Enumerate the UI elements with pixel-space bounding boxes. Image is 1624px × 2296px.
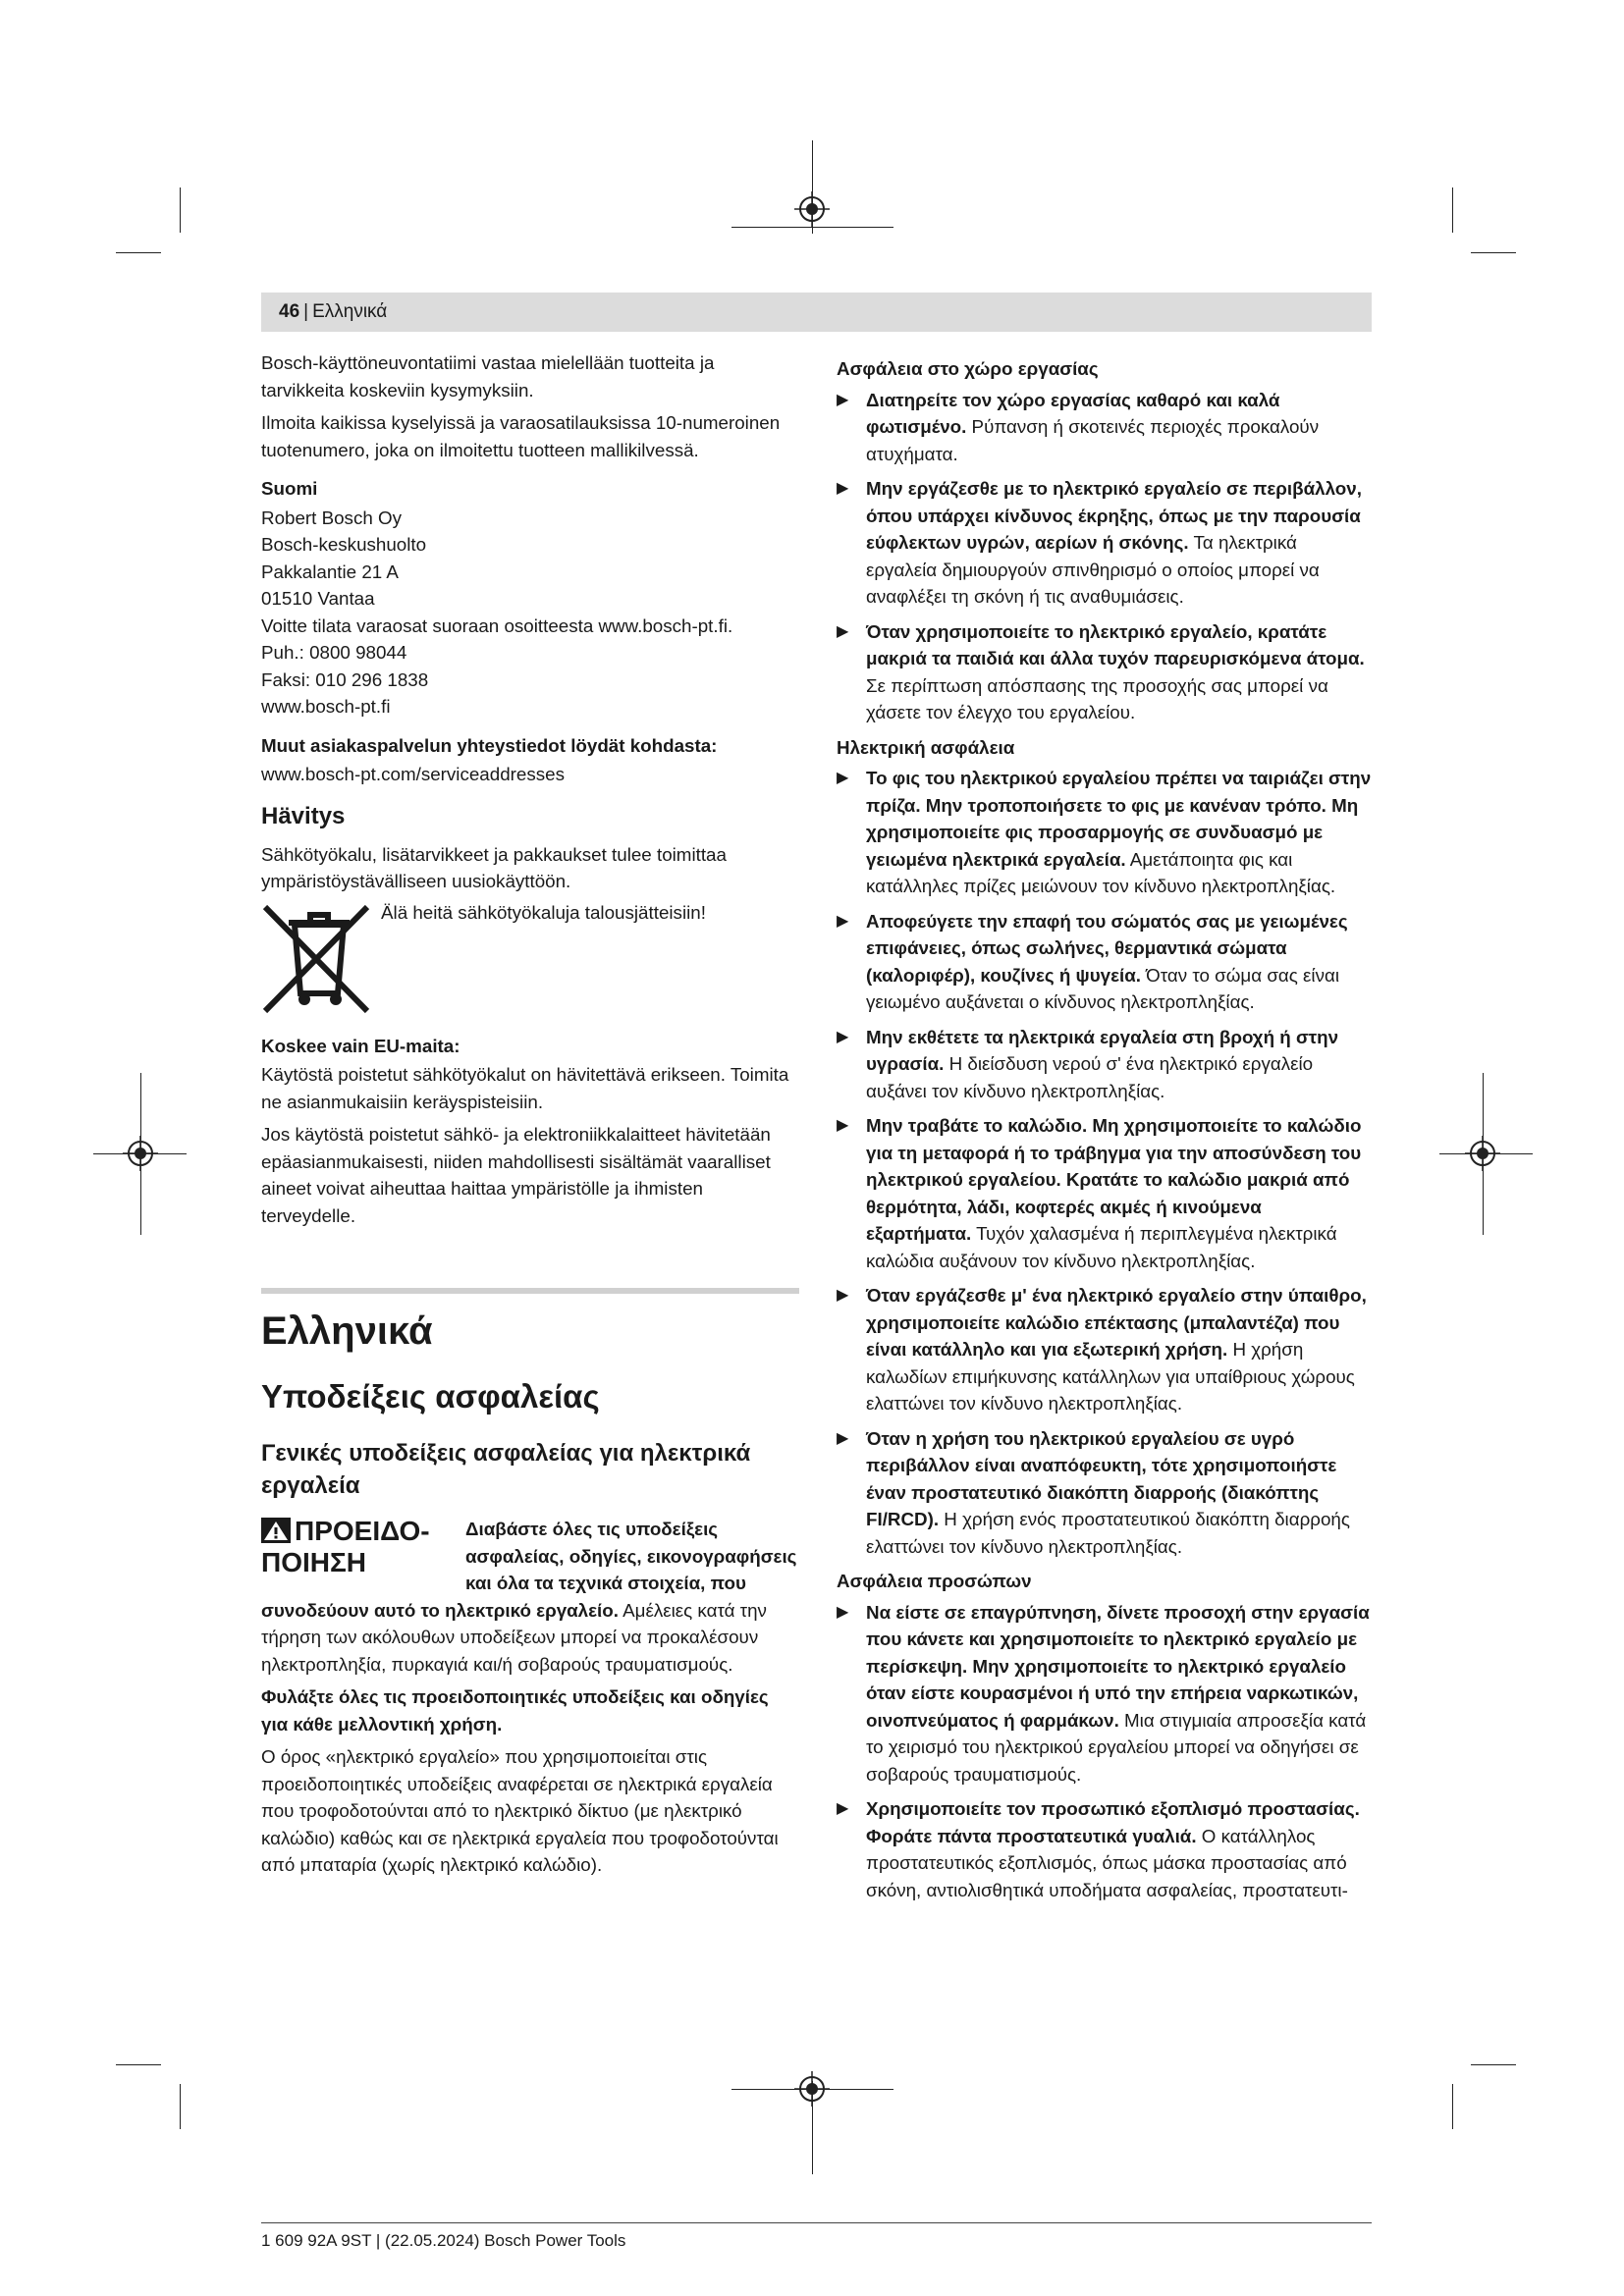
address-line: Robert Bosch Oy (261, 507, 403, 528)
item-bold: Μην εργάζεσθε με το ηλεκτρικό εργαλείο σε περιβάλλον, όπου υπάρχει κίνδυνος έκρηξης, όπως με την παρουσία εύφλεκτων υγρών, αερίων ή σκόνης. (866, 478, 1362, 553)
list-item (837, 387, 1372, 468)
crop-mark (116, 252, 161, 253)
header-language: Ελληνικά (312, 301, 388, 322)
bullet-arrow-icon: ▶ (837, 1117, 849, 1134)
bullet-arrow-icon: ▶ (837, 622, 849, 640)
bullet-arrow-icon: ▶ (837, 1800, 849, 1817)
registration-mark-icon (123, 1136, 158, 1171)
term-definition: Ο όρος «ηλεκτρικό εργαλείο» που χρησιμοποιείται στις προειδοποιητικές υποδείξεις αναφέρεται σε ηλεκτρικά εργαλεία που τροφοδοτούνται από το ηλεκτρικό δίκτυο (με ηλεκτρικό καλώδιο) καθώς και σε ηλεκτρικά εργαλεία που τροφοδοτούνται από μπαταρία (χωρίς ηλεκτρικό καλώδιο). (261, 1746, 779, 1875)
registration-mark-icon (794, 2071, 830, 2107)
bullet-arrow-icon: ▶ (837, 912, 849, 930)
intro-text: Bosch-käyttöneuvontatiimi vastaa mielellään tuotteita ja tarvikkeita koskeviin kysymyksiin. (261, 352, 715, 400)
item-text: Τυχόν χαλασμένα ή περιπλεγμένα ηλεκτρικά καλώδια αυξάνουν τον κίνδυνο ηλεκτροπληξίας. (866, 1223, 1337, 1271)
item-bold: Μην εκθέτετε τα ηλεκτρικά εργαλεία στη βροχή ή στην υγρασία. (866, 1026, 1339, 1074)
address-line: Bosch-keskushuolto (261, 534, 427, 555)
crop-mark (180, 2084, 181, 2129)
item-text: Ρύπανση ή σκοτεινές περιοχές προκαλούν ατυχήματα. (866, 416, 1320, 464)
item-text: Η χρήση καλωδίων επιμήκυνσης κατάλληλων για υπαίθριους χώρους ελαττώνει τον κίνδυνο ηλεκτροπληξίας. (866, 1339, 1355, 1414)
crop-mark (1452, 2084, 1453, 2129)
page-footer: 1 609 92A 9ST | (22.05.2024) Bosch Power Tools (261, 2231, 626, 2250)
bullet-arrow-icon: ▶ (837, 1028, 849, 1045)
item-bold: Όταν η χρήση του ηλεκτρικού εργαλείου σε υγρό περιβάλλον είναι αναπόφευκτη, τότε χρησιμοποιήστε έναν προστατευτικό διακόπτη διαρροής (διακόπτης FI/RCD). (866, 1427, 1337, 1529)
item-bold: Να είστε σε επαγρύπνηση, δίνετε προσοχή στην εργασία που κάνετε και χρησιμοποιείτε το ηλεκτρικό εργαλείο με περίσκεψη. Μην χρησιμοποιείτε το ηλεκτρικό εργαλείο όταν είστε κουρασμένοι ή υπό την επήρεια ναρκωτικών, οινοπνεύματος ή φαρμάκων. (866, 1601, 1370, 1731)
bullet-arrow-icon: ▶ (837, 1287, 849, 1304)
section-title-eu: Koskee vain EU-maita: (261, 1035, 460, 1056)
page-number: 46 (279, 301, 300, 322)
list-item (837, 618, 1372, 726)
item-bold: Όταν εργάζεσθε μ' ένα ηλεκτρικό εργαλείο στην ύπαιθρο, χρησιμοποιείτε καλώδιο επέκτασης (μπαλαντέζα) που είναι κατάλληλο και για εξωτερική χρήση. (866, 1285, 1367, 1360)
address-line: Puh.: 0800 98044 (261, 642, 407, 663)
item-text: Όταν το σώμα σας είναι γειωμένο αυξάνεται ο κίνδυνος ηλεκτροπληξίας. (866, 964, 1340, 1012)
registration-mark-icon (1465, 1136, 1500, 1171)
section-title-suomi: Suomi (261, 478, 318, 499)
bullet-arrow-icon: ▶ (837, 480, 849, 497)
header-separator: | (303, 301, 309, 322)
item-bold: Μην τραβάτε το καλώδιο. Μη χρησιμοποιείτε το καλώδιο για τη μεταφορά ή το τράβηγμα για την αποσύνδεση του ηλεκτρικού εργαλείου. Κρατάτε το καλώδιο μακριά από θερμότητα, λάδι, κοφτερές ακμές ή κινούμενα εξαρτήματα. (866, 1115, 1362, 1244)
list-item (837, 1024, 1372, 1105)
section-title-muut: Muut asiakaspalvelun yhteystiedot löydät kohdasta: (261, 734, 718, 756)
address-line: www.bosch-pt.fi (261, 696, 391, 717)
section-title-personal: Ασφάλεια προσώπων (837, 1571, 1032, 1591)
warning-text: Αμέλειες κατά την τήρηση των ακόλουθων υποδείξεων μπορεί να προκαλέσουν ηλεκτροπληξία, πυρκαγιά και/ή σοβαρούς τραυματισμούς. (261, 1599, 767, 1675)
right-column (837, 349, 1372, 1911)
havitys-text: Sähkötyökalu, lisätarvikkeet ja pakkaukset tulee toimittaa ympäristöystävälliseen uusiokäyttöön. (261, 843, 727, 891)
list-item (837, 908, 1372, 1016)
list-item (837, 1112, 1372, 1274)
eu-text: Käytöstä poistetut sähkötyökalut on hävitettävä erikseen. Toimita ne asianmukaisiin keräyspisteisiin. (261, 1064, 789, 1112)
item-text: Η χρήση ενός προστατευτικού διακόπτη διαρροής ελαττώνει τον κίνδυνο ηλεκτροπληξίας. (866, 1509, 1350, 1557)
list-item (837, 1795, 1372, 1903)
weee-text: Älä heitä sähkötyökaluja talousjätteisiin! (381, 901, 706, 923)
page-header (261, 293, 1372, 332)
item-text: Σε περίπτωση απόσπασης της προσοχής σας μπορεί να χάσετε τον έλεγχο του εργαλείου. (866, 674, 1328, 722)
item-bold: Όταν χρησιμοποιείτε το ηλεκτρικό εργαλείο, κρατάτε μακριά τα παιδιά και άλλα τυχόν παρευρισκόμενα άτομα. (866, 620, 1365, 668)
crop-mark (1452, 187, 1453, 233)
keep-instructions: Φυλάξτε όλες τις προειδοποιητικές υποδείξεις και οδηγίες για κάθε μελλοντική χρήση. (261, 1686, 769, 1735)
crop-mark (1471, 2064, 1516, 2065)
section-title-electrical: Ηλεκτρική ασφάλεια (837, 736, 1015, 758)
bullet-arrow-icon: ▶ (837, 1429, 849, 1447)
list-item (837, 1599, 1372, 1789)
list-item (837, 1425, 1372, 1561)
registration-mark-icon (794, 191, 830, 227)
safety-heading: Υποδείξεις ασφαλείας (261, 1378, 600, 1415)
registration-line (731, 227, 893, 228)
list-item (837, 765, 1372, 900)
item-bold: Διατηρείτε τον χώρο εργασίας καθαρό και καλά φωτισμένο. (866, 389, 1280, 437)
bullet-arrow-icon: ▶ (837, 1603, 849, 1621)
item-bold: Το φις του ηλεκτρικού εργαλείου πρέπει να ταιριάζει στην πρίζα. Μην τροποποιήσετε το φις με κανέναν τρόπο. Μη χρησιμοποιείτε φις προσαρμογής σε συνδυασμό με γειωμένα ηλεκτρικά εργαλεία. (866, 768, 1372, 870)
section-title-havitys: Hävitys (261, 802, 346, 829)
address-line: Voitte tilata varaosat suoraan osoitteesta www.bosch-pt.fi. (261, 614, 733, 636)
item-text: Αμετάποιητα φις και κατάλληλες πρίζες μειώνουν τον κίνδυνο ηλεκτροπληξίας. (866, 848, 1336, 896)
item-text: Ο κατάλληλος προστατευτικός εξοπλισμός, όπως μάσκα προστασίας από σκόνη, αντιολισθητικά υποδήματα ασφαλείας, προστατευτι- (866, 1825, 1348, 1900)
warning-label (261, 1516, 465, 1578)
list-item (837, 1282, 1372, 1417)
item-bold: Αποφεύγετε την επαφή του σώματός σας με γειωμένες επιφάνειες, όπως σωλήνες, θερμαντικά σώματα (καλοριφέρ), κουζίνες ή ψυγεία. (866, 910, 1348, 986)
service-url: www.bosch-pt.com/serviceaddresses (261, 764, 565, 784)
warning-label-box (261, 1516, 465, 1590)
list-item (837, 475, 1372, 611)
crop-mark (180, 187, 181, 233)
crop-mark (1471, 252, 1516, 253)
footer-rule (261, 2222, 1372, 2223)
address-line: Faksi: 010 296 1838 (261, 668, 429, 690)
section-title-work-area: Ασφάλεια στο χώρο εργασίας (837, 358, 1099, 379)
warning-triangle-icon (261, 1518, 291, 1543)
general-safety-heading: Γενικές υποδείξεις ασφαλείας για ηλεκτρικά εργαλεία (261, 1440, 751, 1499)
bullet-arrow-icon: ▶ (837, 770, 849, 786)
item-bold: Χρησιμοποιείτε τον προσωπικό εξοπλισμό προστασίας. Φοράτε πάντα προστατευτικά γυαλιά. (866, 1798, 1360, 1846)
item-text: Μια στιγμιαία απροσεξία κατά το χειρισμό του ηλεκτρικού εργαλείου μπορεί να οδηγήσει σε σοβαρούς τραυματισμούς. (866, 1709, 1367, 1785)
warning-bold-text: Διαβάστε όλες τις υποδείξεις ασφαλείας, οδηγίες, εικονογραφήσεις και όλα τα τεχνικά στοιχεία, που συνοδεύουν αυτό το ηλεκτρικό εργαλείο. (261, 1519, 797, 1621)
crop-mark (116, 2064, 161, 2065)
address-block (261, 505, 799, 721)
intro-text: Ilmoita kaikissa kyselyissä ja varaosatilauksissa 10-numeroinen tuotenumero, joka on ilmoitettu tuotteen mallikilvessä. (261, 412, 781, 460)
bullet-arrow-icon: ▶ (837, 391, 849, 408)
language-heading: Ελληνικά (261, 1309, 433, 1353)
item-text: Τα ηλεκτρικά εργαλεία δημιουργούν σπινθηρισμό ο οποίος μπορεί να αναφλέξει τη σκόνη ή τις αναθυμιάσεις. (866, 532, 1320, 607)
weee-notice (261, 901, 799, 1015)
section-divider (261, 1288, 799, 1294)
eu-text: Jos käytöstä poistetut sähkö- ja elektroniikkalaitteet hävitetään epäasianmukaisesti, niiden mahdollisesti sisältämät vaaralliset aineet voivat aiheuttaa haittaa ympäristölle ja ihmisten terveydelle. (261, 1124, 771, 1226)
address-line: Pakkalantie 21 A (261, 561, 399, 582)
item-text: Η διείσδυση νερού σ' ένα ηλεκτρικό εργαλείο αυξάνει τον κίνδυνο ηλεκτροπληξίας. (866, 1053, 1314, 1101)
warning-label-text: ΠΡΟΕΙΔΟ-ΠΟΙΗΣΗ (261, 1516, 430, 1577)
left-column (261, 349, 799, 1885)
address-line: 01510 Vantaa (261, 588, 375, 609)
warning-block (261, 1516, 799, 1678)
crossed-bin-icon (261, 901, 377, 1015)
